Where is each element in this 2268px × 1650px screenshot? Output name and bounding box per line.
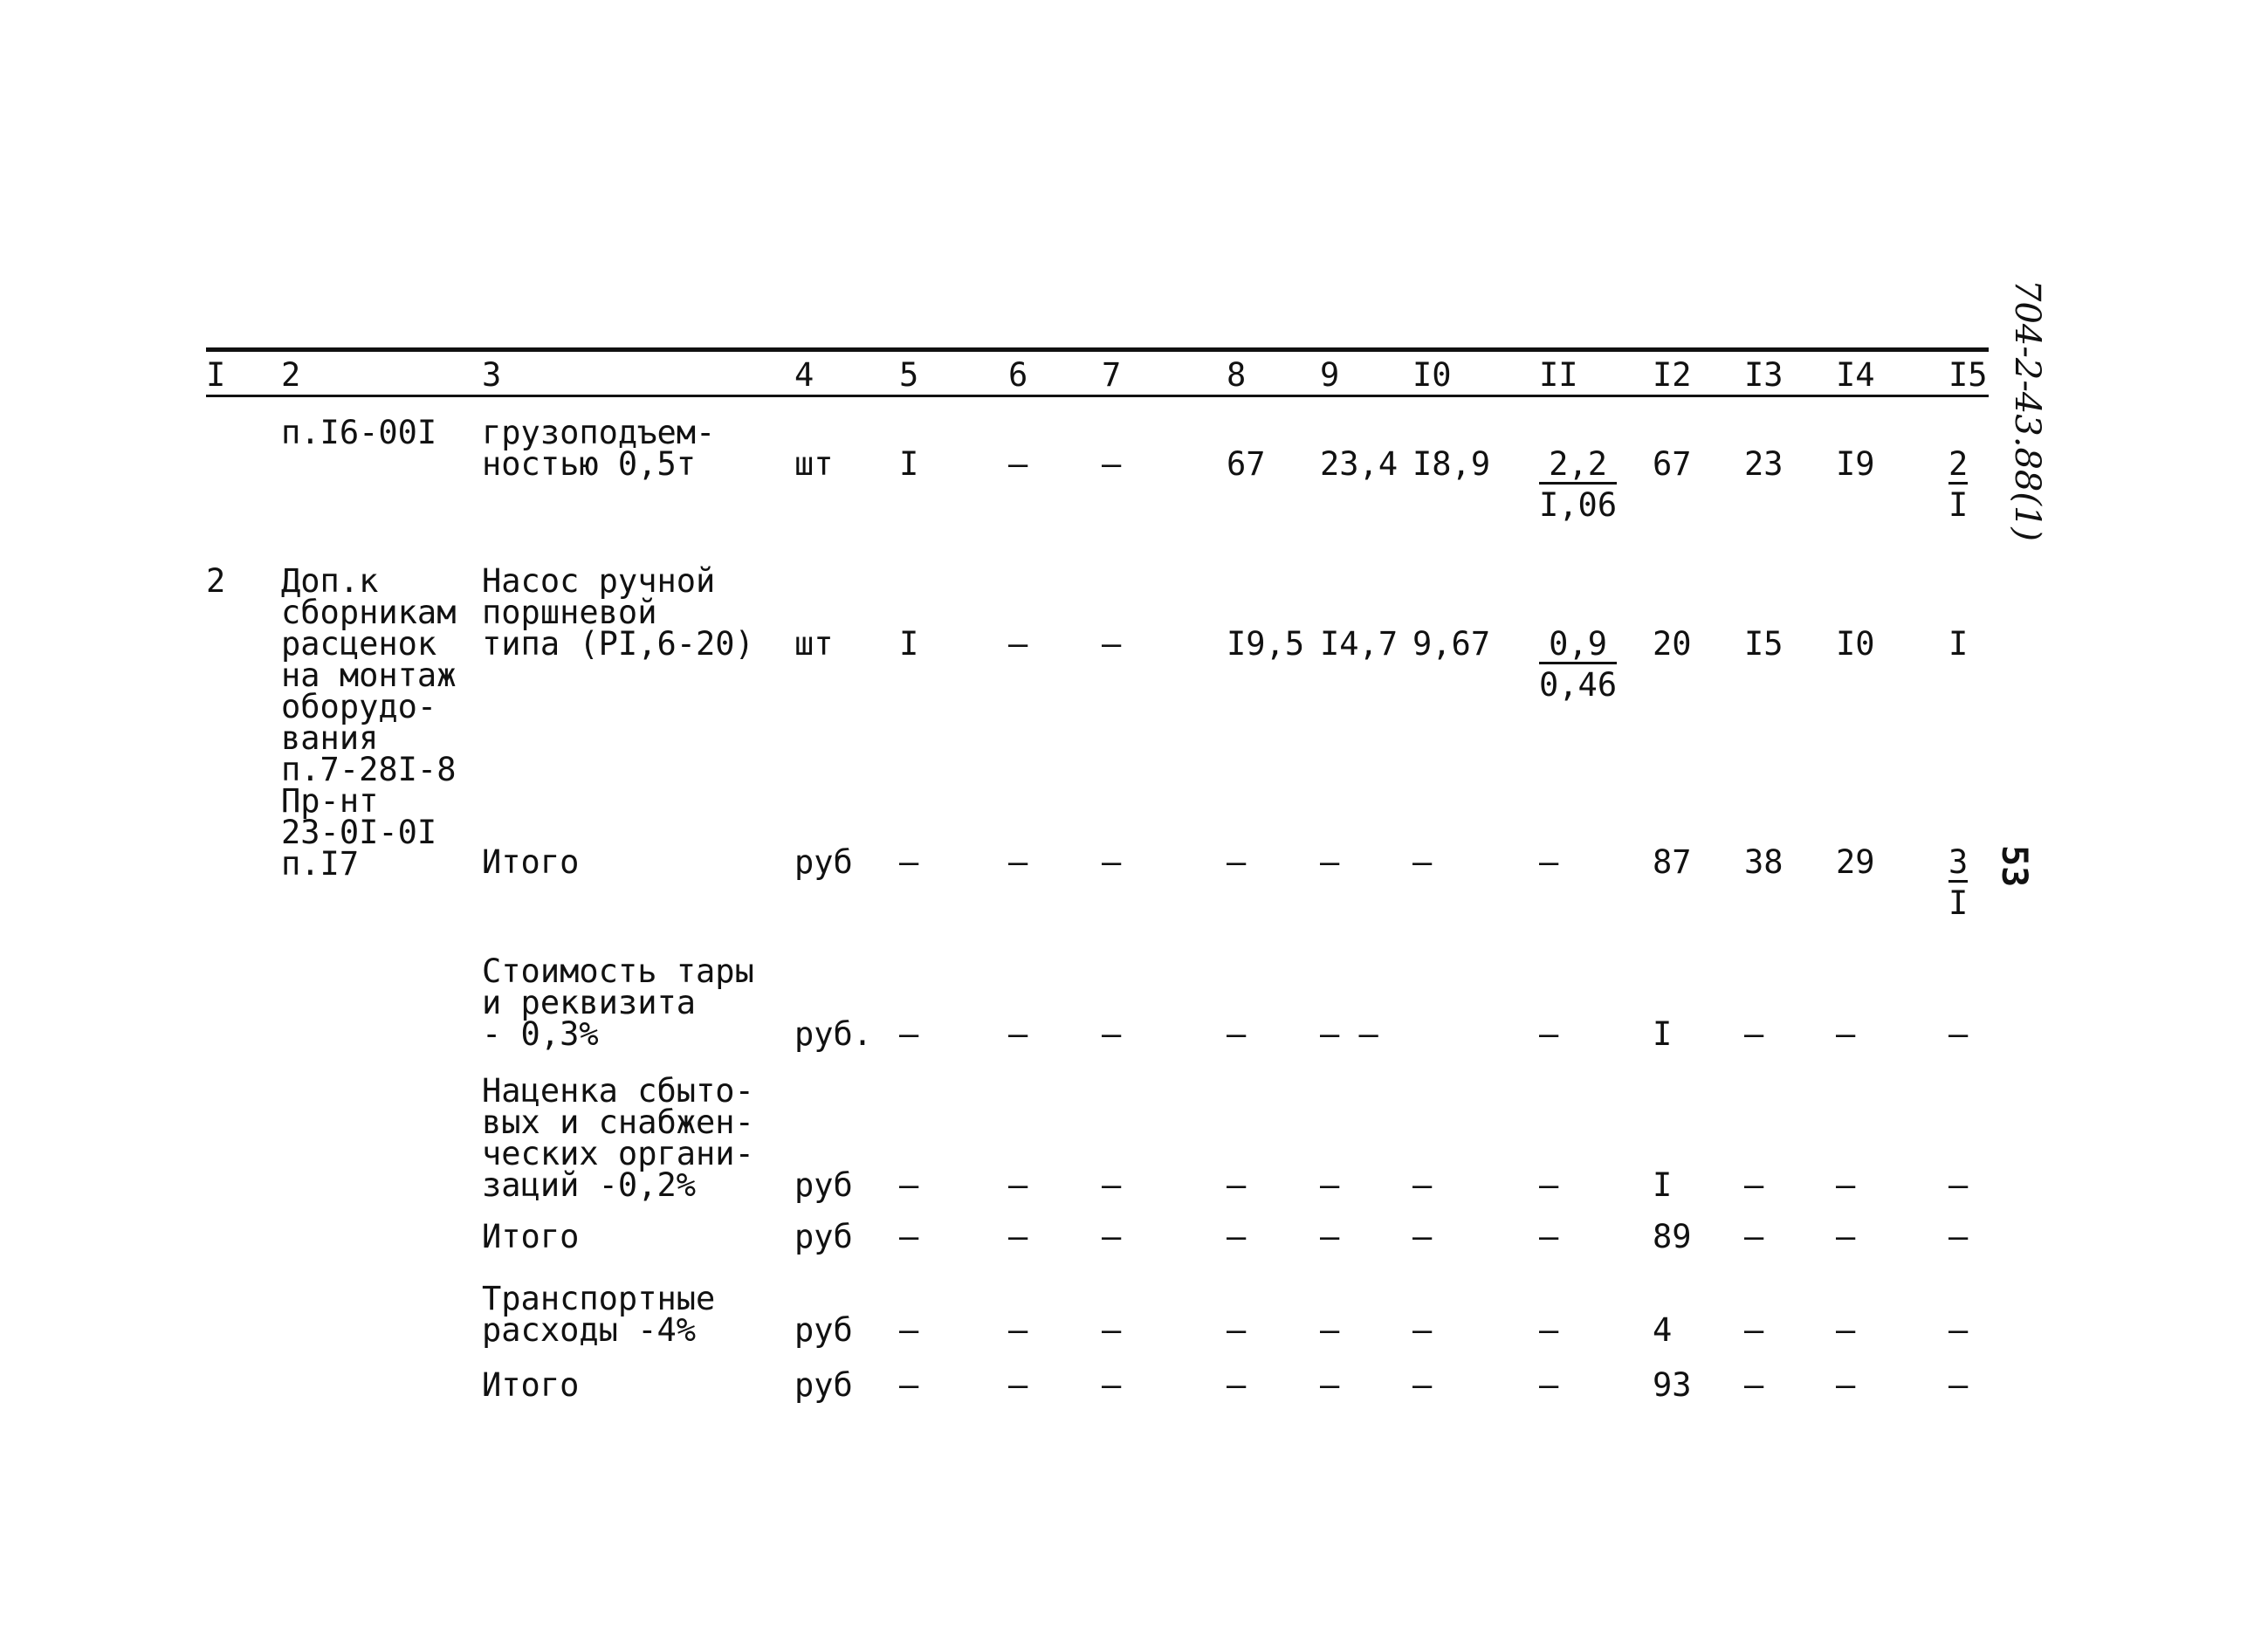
- value-cell-col-10: –: [1412, 1166, 1433, 1204]
- description-cell: Итого: [482, 1366, 580, 1404]
- value-cell-col-8: 67: [1227, 445, 1266, 483]
- value-cell-col-15: –: [1948, 1218, 1969, 1255]
- value-cell-col-4: шт: [794, 445, 834, 483]
- value-cell-col-9: 23,4: [1320, 445, 1399, 483]
- value-cell-col-12: 4: [1653, 1311, 1673, 1349]
- description-cell: Итого: [482, 1218, 580, 1255]
- column-number: 5: [899, 356, 919, 394]
- value-cell-col-13: –: [1744, 1366, 1764, 1404]
- description-cell: Наценка сбыто- вых и снабжен- ческих органи- заций -0,2%: [482, 1072, 754, 1204]
- value-cell-col-13: 38: [1744, 843, 1783, 881]
- value-cell-col-5: I: [899, 445, 919, 483]
- value-cell-col-5: –: [899, 1015, 919, 1053]
- value-cell-col-8: I9,5: [1227, 625, 1305, 663]
- value-cell-col-11: –: [1539, 1366, 1559, 1404]
- value-cell-col-6: –: [1008, 1015, 1028, 1053]
- description-cell: Стоимость тары и реквизита - 0,3%: [482, 952, 754, 1053]
- value-cell-col-12: I: [1653, 1166, 1673, 1204]
- value-cell-col-10: –: [1412, 1366, 1433, 1404]
- value-cell-col-13: –: [1744, 1311, 1764, 1349]
- value-cell-col-13: 23: [1744, 445, 1783, 483]
- value-cell-col-13: –: [1744, 1218, 1764, 1255]
- column-number: I: [206, 356, 226, 394]
- value-cell-col-11: –: [1539, 1015, 1559, 1053]
- value-cell-col-6: –: [1008, 1166, 1028, 1204]
- value-cell-col-10: –: [1412, 1311, 1433, 1349]
- value-cell-col-9: –: [1320, 843, 1340, 881]
- value-cell-col-8: –: [1227, 1166, 1247, 1204]
- reference-cell: Доп.к сборникам расценок на монтаж оборудо- вания п.7-28I-8 Пр-нт 23-0I-0I п.I7: [281, 562, 457, 883]
- value-cell-col-6: –: [1008, 1218, 1028, 1255]
- value-cell-col-6: –: [1008, 1311, 1028, 1349]
- value-cell-col-12: 20: [1653, 625, 1692, 663]
- value-cell-col-14: –: [1836, 1311, 1856, 1349]
- value-cell-col-11: –: [1539, 1311, 1559, 1349]
- column-number: I2: [1653, 356, 1692, 394]
- value-cell-col-5: –: [899, 1366, 919, 1404]
- fraction-cell: [1539, 625, 1618, 704]
- column-number: I0: [1412, 356, 1452, 394]
- value-cell-col-13: I5: [1744, 625, 1783, 663]
- value-cell-col-11: –: [1539, 1166, 1559, 1204]
- value-cell-col-7: –: [1102, 843, 1122, 881]
- fraction-cell: [1539, 445, 1618, 524]
- column-number: II: [1539, 356, 1578, 394]
- value-cell-col-10: 9,67: [1412, 625, 1491, 663]
- header-bottom-rule: [206, 395, 1989, 397]
- column-number: 6: [1008, 356, 1028, 394]
- value-cell-col-14: –: [1836, 1218, 1856, 1255]
- value-cell-col-7: –: [1102, 445, 1122, 483]
- value-cell-col-7: –: [1102, 1218, 1122, 1255]
- column-number: I3: [1744, 356, 1783, 394]
- fraction-numerator: 0,9: [1539, 629, 1617, 664]
- value-cell-col-12: 93: [1653, 1366, 1692, 1404]
- value-cell-col-10: –: [1412, 1218, 1433, 1255]
- value-cell-col-8: –: [1227, 1311, 1247, 1349]
- value-cell-col-9: –: [1320, 1311, 1340, 1349]
- value-cell-col-15: –: [1948, 1166, 1969, 1204]
- column-number: I5: [1948, 356, 1988, 394]
- value-cell-col-5: –: [899, 843, 919, 881]
- column-number: 2: [281, 356, 301, 394]
- value-cell-col-14: –: [1836, 1366, 1856, 1404]
- fraction-cell: [1948, 843, 1969, 922]
- value-cell-col-11: –: [1539, 843, 1559, 881]
- value-cell-col-9: – –: [1320, 1015, 1378, 1053]
- value-cell-col-12: 87: [1653, 843, 1692, 881]
- row-number: 2: [206, 562, 226, 600]
- page-number: 53: [1994, 845, 2034, 888]
- table-top-rule: [206, 347, 1989, 352]
- reference-cell: п.I6-00I: [281, 414, 437, 451]
- value-cell-col-5: –: [899, 1311, 919, 1349]
- value-cell-col-14: –: [1836, 1015, 1856, 1053]
- column-number: 8: [1227, 356, 1247, 394]
- fraction-denominator: I: [1948, 486, 1969, 524]
- description-cell: Насос ручной поршневой типа (PI,6-20): [482, 562, 754, 663]
- value-cell-col-7: –: [1102, 1166, 1122, 1204]
- value-cell-col-8: –: [1227, 1366, 1247, 1404]
- value-cell-col-6: –: [1008, 625, 1028, 663]
- value-cell-col-14: 29: [1836, 843, 1875, 881]
- description-cell: Итого: [482, 843, 580, 881]
- value-cell-col-13: –: [1744, 1166, 1764, 1204]
- value-cell-col-9: –: [1320, 1166, 1340, 1204]
- fraction-numerator: 2,2: [1539, 449, 1617, 485]
- value-cell-col-10: I8,9: [1412, 445, 1491, 483]
- column-number: I4: [1836, 356, 1875, 394]
- value-cell-col-5: –: [899, 1218, 919, 1255]
- value-cell-col-5: –: [899, 1166, 919, 1204]
- value-cell-col-8: –: [1227, 1015, 1247, 1053]
- column-number: 4: [794, 356, 814, 394]
- column-number: 7: [1102, 356, 1122, 394]
- value-cell-col-13: –: [1744, 1015, 1764, 1053]
- value-cell-col-8: –: [1227, 843, 1247, 881]
- fraction-cell: [1948, 445, 1969, 524]
- value-cell-col-7: –: [1102, 1311, 1122, 1349]
- value-cell-col-14: I0: [1836, 625, 1875, 663]
- fraction-denominator: 0,46: [1539, 666, 1618, 704]
- value-cell-col-15: –: [1948, 1311, 1969, 1349]
- column-number: 9: [1320, 356, 1340, 394]
- description-cell: грузоподъем- ностью 0,5т: [482, 414, 716, 483]
- value-cell-col-4: руб: [794, 1166, 853, 1204]
- value-cell-col-15: –: [1948, 1015, 1969, 1053]
- value-cell-col-6: –: [1008, 1366, 1028, 1404]
- value-cell-col-4: руб: [794, 843, 853, 881]
- fraction-denominator: I,06: [1539, 486, 1618, 524]
- value-cell-col-5: I: [899, 625, 919, 663]
- fraction-denominator: I: [1948, 884, 1969, 922]
- value-cell-col-8: –: [1227, 1218, 1247, 1255]
- document-code: 704-2-43.88(1): [2007, 279, 2047, 541]
- value-cell-col-7: –: [1102, 625, 1122, 663]
- value-cell-col-11: –: [1539, 1218, 1559, 1255]
- value-cell-col-7: –: [1102, 1015, 1122, 1053]
- value-cell-col-9: –: [1320, 1366, 1340, 1404]
- fraction-numerator: 3: [1948, 843, 1969, 881]
- value-cell-col-4: руб: [794, 1311, 853, 1349]
- value-cell-col-4: руб.: [794, 1015, 873, 1053]
- value-cell-col-7: –: [1102, 1366, 1122, 1404]
- fraction-numerator: 2: [1948, 445, 1969, 483]
- value-cell-col-4: руб: [794, 1366, 853, 1404]
- value-cell-col-9: –: [1320, 1218, 1340, 1255]
- value-cell-col-6: –: [1008, 843, 1028, 881]
- value-cell-col-15: –: [1948, 1366, 1969, 1404]
- value-cell-col-10: –: [1412, 843, 1433, 881]
- description-cell: Транспортные расходы -4%: [482, 1280, 716, 1349]
- value-cell-col-4: руб: [794, 1218, 853, 1255]
- value-cell-col-12: I: [1653, 1015, 1673, 1053]
- value-cell-col-12: 89: [1653, 1218, 1692, 1255]
- value-cell-col-9: I4,7: [1320, 625, 1399, 663]
- column-number: 3: [482, 356, 502, 394]
- value-cell-col-14: I9: [1836, 445, 1875, 483]
- value-cell-col-6: –: [1008, 445, 1028, 483]
- value-cell-col-12: 67: [1653, 445, 1692, 483]
- value-cell-col-15: I: [1948, 625, 1969, 663]
- value-cell-col-4: шт: [794, 625, 834, 663]
- value-cell-col-14: –: [1836, 1166, 1856, 1204]
